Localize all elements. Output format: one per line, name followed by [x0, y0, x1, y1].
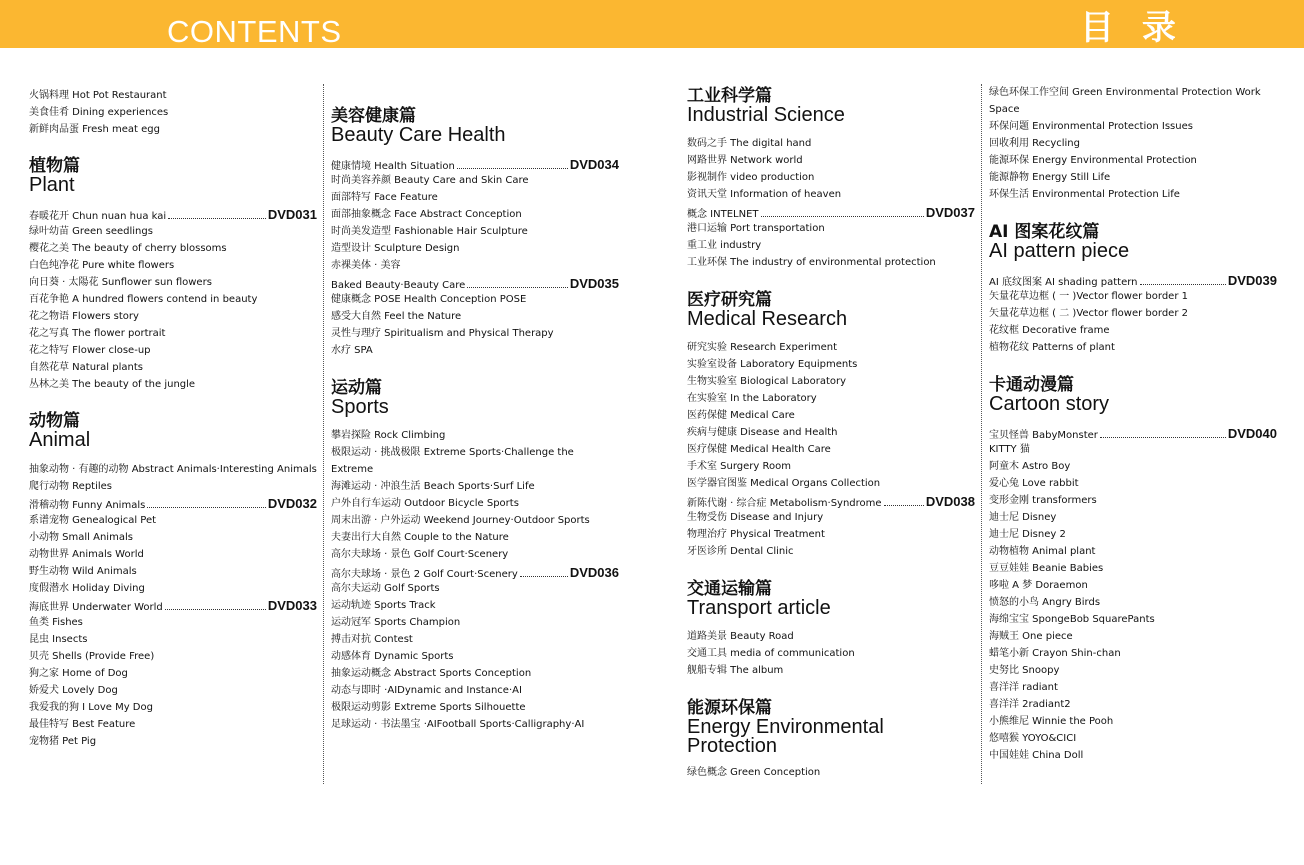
section-title-en: Energy Environmental: [687, 716, 884, 738]
section-title-cn: 卡通动漫篇: [989, 375, 1074, 395]
list-item[interactable]: 时尚美发造型 Fashionable Hair Sculpture: [331, 226, 528, 237]
list-item[interactable]: 新鲜肉品蛋 Fresh meat egg: [29, 124, 160, 135]
section-title-en: Cartoon story: [989, 393, 1110, 415]
list-item[interactable]: 造型设计 Sculpture Design: [331, 243, 460, 254]
section-ai-pattern: [989, 223, 1277, 261]
list-item[interactable]: 宠物猪 Pet Pig: [29, 736, 97, 747]
list-item[interactable]: 极限运动剪影 Extreme Sports Silhouette: [331, 702, 526, 713]
section-title-en: Animal: [29, 429, 91, 451]
list-item[interactable]: 夫妻出行大自然 Couple to the Nature: [331, 532, 509, 543]
list-item[interactable]: 火锅料理 Hot Pot Restaurant: [29, 90, 167, 101]
list-item[interactable]: 攀岩探险 Rock Climbing: [331, 430, 446, 441]
list-item[interactable]: 野生动物 Wild Animals: [29, 566, 137, 577]
list-item[interactable]: 最佳特写 Best Feature: [29, 719, 136, 730]
list-item[interactable]: 道路美景 Beauty Road: [687, 631, 794, 642]
list-item[interactable]: 变形金刚 transformers: [989, 495, 1097, 506]
section-plant: [29, 157, 317, 195]
list-item[interactable]: 自然花草 Natural plants: [29, 362, 143, 373]
section-sports: [331, 379, 619, 417]
dvd-code: DVD034: [569, 157, 619, 172]
list-item[interactable]: 周末出游 · 户外运动 Weekend Journey·Outdoor Sports: [331, 515, 590, 526]
list-item[interactable]: 运动轨迹 Sports Track: [331, 600, 436, 611]
list-item[interactable]: 矢量花草边框 ( 一 )Vector flower border 1: [989, 291, 1188, 302]
list-item[interactable]: 阿童木 Astro Boy: [989, 461, 1071, 472]
section-title-en: Sports: [331, 396, 389, 418]
list-item[interactable]: 樱花之美 The beauty of cherry blossoms: [29, 243, 227, 254]
list-item[interactable]: 时尚美容养颜 Beauty Care and Skin Care: [331, 175, 529, 186]
dot-leader: [147, 507, 266, 508]
list-item[interactable]: KITTY 猫: [989, 444, 1030, 455]
section-title-en: Plant: [29, 174, 75, 196]
list-item[interactable]: 小动物 Small Animals: [29, 532, 133, 543]
dvd-label: AI 底纹图案 AI shading pattern: [989, 277, 1138, 288]
dvd-label: Baked Beauty·Beauty Care: [331, 280, 466, 291]
list-item[interactable]: 花之物语 Flowers story: [29, 311, 139, 322]
list-item[interactable]: 研究实验 Research Experiment: [687, 342, 838, 353]
dvd-code: DVD033: [267, 598, 317, 613]
section-energy: [687, 699, 975, 756]
dvd-code: DVD032: [267, 496, 317, 511]
list-item[interactable]: 悠嘻猴 YOYO&CICI: [989, 733, 1077, 744]
section-title-cn: 医疗研究篇: [687, 290, 772, 310]
list-item[interactable]: 花之写真 The flower portrait: [29, 328, 166, 339]
list-item[interactable]: 面部抽象概念 Face Abstract Conception: [331, 209, 522, 220]
dot-leader: [520, 576, 568, 577]
dot-leader: [168, 218, 266, 219]
list-item[interactable]: 疾病与健康 Disease and Health: [687, 427, 838, 438]
dvd-code: DVD036: [569, 565, 619, 580]
dot-leader: [1100, 437, 1226, 438]
list-item[interactable]: 医疗保健 Medical Health Care: [687, 444, 831, 455]
list-item[interactable]: 赤裸美体 · 美容: [331, 260, 401, 271]
list-item[interactable]: 面部特写 Face Feature: [331, 192, 438, 203]
list-item[interactable]: 鱼类 Fishes: [29, 617, 83, 628]
list-item[interactable]: 狗之家 Home of Dog: [29, 668, 128, 679]
list-item[interactable]: 爱心兔 Love rabbit: [989, 478, 1079, 489]
section-title-en: Protection: [687, 735, 778, 757]
section-medical: [687, 291, 975, 329]
list-item[interactable]: 环保生活 Environmental Protection Life: [989, 189, 1180, 200]
section-title-cn: 植物篇: [29, 156, 80, 176]
list-item[interactable]: 绿叶幼苗 Green seedlings: [29, 226, 153, 237]
list-item[interactable]: 工业环保 The industry of environmental protection: [687, 257, 936, 268]
list-item[interactable]: 在实验室 In the Laboratory: [687, 393, 817, 404]
list-item[interactable]: 昆虫 Insects: [29, 634, 88, 645]
list-item[interactable]: 娇爱犬 Lovely Dog: [29, 685, 118, 696]
section-animal: [29, 412, 317, 450]
list-item[interactable]: 迪士尼 Disney 2: [989, 529, 1066, 540]
list-item[interactable]: 生物受伤 Disease and Injury: [687, 512, 824, 523]
list-item[interactable]: 户外自行车运动 Outdoor Bicycle Sports: [331, 498, 519, 509]
list-item[interactable]: 爬行动物 Reptiles: [29, 481, 113, 492]
list-item[interactable]: 高尔夫球场 · 景色 Golf Court·Scenery: [331, 549, 509, 560]
section-transport: [687, 580, 975, 618]
list-item[interactable]: 贝壳 Shells (Provide Free): [29, 651, 155, 662]
section-title-cn: 运动篇: [331, 378, 382, 398]
section-title-cn: AI 图案花纹篇: [989, 222, 1100, 242]
list-item[interactable]: 绿色概念 Green Conception: [687, 767, 821, 778]
list-item[interactable]: 灵性与理疗 Spiritualism and Physical Therapy: [331, 328, 554, 339]
list-item[interactable]: 抽象运动概念 Abstract Sports Conception: [331, 668, 532, 679]
list-item[interactable]: 白色纯净花 Pure white flowers: [29, 260, 175, 271]
list-item[interactable]: 感受大自然 Feel the Nature: [331, 311, 462, 322]
list-item[interactable]: 交通工具 media of communication: [687, 648, 855, 659]
dvd-label: 滑稽动物 Funny Animals: [29, 500, 146, 511]
dvd-code: DVD031: [267, 207, 317, 222]
list-item[interactable]: 重工业 industry: [687, 240, 762, 251]
list-item[interactable]: 影视制作 video production: [687, 172, 815, 183]
list-item[interactable]: 植物花纹 Patterns of plant: [989, 342, 1115, 353]
list-item[interactable]: 度假潜水 Holiday Diving: [29, 583, 145, 594]
list-item[interactable]: 生物实验室 Biological Laboratory: [687, 376, 847, 387]
list-item[interactable]: 迪士尼 Disney: [989, 512, 1057, 523]
list-item[interactable]: 愤怒的小鸟 Angry Birds: [989, 597, 1101, 608]
list-item[interactable]: 史努比 Snoopy: [989, 665, 1060, 676]
list-item[interactable]: 实验室设备 Laboratory Equipments: [687, 359, 858, 370]
section-title-en: Medical Research: [687, 308, 848, 330]
list-item[interactable]: 水疗 SPA: [331, 345, 373, 356]
list-item[interactable]: 海绵宝宝 SpongeBob SquarePants: [989, 614, 1155, 625]
section-title-cn: 工业科学篇: [687, 86, 772, 106]
list-item[interactable]: 手术室 Surgery Room: [687, 461, 791, 472]
dvd-label: 宝贝怪兽 BabyMonster: [989, 430, 1098, 441]
list-item[interactable]: 动感体育 Dynamic Sports: [331, 651, 454, 662]
section-title-cn: 能源环保篇: [687, 698, 772, 718]
section-title-en: Beauty Care Health: [331, 124, 506, 146]
list-item[interactable]: 蜡笔小新 Crayon Shin-chan: [989, 648, 1121, 659]
header-bar: [0, 0, 1304, 48]
dvd-label: 高尔夫球场 · 景色 2 Golf Court·Scenery: [331, 569, 518, 580]
section-title-en: AI pattern piece: [989, 240, 1130, 262]
list-item[interactable]: 搏击对抗 Contest: [331, 634, 413, 645]
list-item[interactable]: 动物植物 Animal plant: [989, 546, 1096, 557]
list-item[interactable]: 动态与即时 ·AIDynamic and Instance·AI: [331, 685, 522, 696]
list-item[interactable]: 丛林之美 The beauty of the jungle: [29, 379, 196, 390]
list-item[interactable]: 能源静物 Energy Still Life: [989, 172, 1111, 183]
list-item[interactable]: 资讯天堂 Information of heaven: [687, 189, 842, 200]
contents-title: CONTENTS: [167, 14, 342, 49]
dvd-label: 春暖花开 Chun nuan hua kai: [29, 211, 167, 222]
list-item[interactable]: 我爱我的狗 I Love My Dog: [29, 702, 153, 713]
list-item[interactable]: 抽象动物 · 有趣的动物 Abstract Animals·Interesting Animals: [29, 464, 317, 475]
contents-title-cn: 目 录: [1080, 8, 1184, 48]
dvd-code: DVD035: [569, 276, 619, 291]
dot-leader: [165, 609, 266, 610]
list-item[interactable]: 动物世界 Animals World: [29, 549, 144, 560]
list-item[interactable]: 牙医诊所 Dental Clinic: [687, 546, 794, 557]
dvd-code: DVD038: [925, 494, 975, 509]
list-item[interactable]: 豆豆娃娃 Beanie Babies: [989, 563, 1104, 574]
list-item[interactable]: 系谱宠物 Genealogical Pet: [29, 515, 157, 526]
list-item[interactable]: 美食佳肴 Dining experiences: [29, 107, 169, 118]
dot-leader: [1140, 284, 1226, 285]
list-item[interactable]: 数码之手 The digital hand: [687, 138, 812, 149]
list-item[interactable]: 矢量花草边框 ( 二 )Vector flower border 2: [989, 308, 1188, 319]
dvd-code: DVD039: [1227, 273, 1277, 288]
list-item[interactable]: 物理治疗 Physical Treatment: [687, 529, 825, 540]
list-item[interactable]: 哆啦 A 梦 Doraemon: [989, 580, 1088, 591]
column-divider: [323, 84, 324, 784]
dot-leader: [457, 168, 568, 169]
section-title-en: Industrial Science: [687, 104, 845, 126]
list-item[interactable]: 环保问题 Environmental Protection Issues: [989, 121, 1193, 132]
section-cartoon: [989, 376, 1277, 414]
section-title-cn: 美容健康篇: [331, 106, 416, 126]
list-item[interactable]: 能源环保 Energy Environmental Protection: [989, 155, 1197, 166]
list-item[interactable]: 医药保健 Medical Care: [687, 410, 795, 421]
list-item[interactable]: 回收利用 Recycling: [989, 138, 1080, 149]
list-item[interactable]: 百花争艳 A hundred flowers contend in beauty: [29, 294, 258, 305]
section-industrial: [687, 87, 975, 125]
dot-leader: [761, 216, 924, 217]
list-item[interactable]: 舰船专辑 The album: [687, 665, 784, 676]
list-item[interactable]: 中国娃娃 China Doll: [989, 750, 1084, 761]
dvd-code: DVD037: [925, 205, 975, 220]
list-item[interactable]: 花之特写 Flower close-up: [29, 345, 151, 356]
list-item[interactable]: 足球运动 · 书法墨宝 ·AIFootball Sports·Calligraphy·AI: [331, 719, 585, 730]
section-title-cn: 动物篇: [29, 411, 80, 431]
list-item[interactable]: 极限运动 · 挑战极限 Extreme Sports·Challenge the Extreme: [331, 447, 574, 475]
column-divider: [981, 84, 982, 784]
dot-leader: [884, 505, 924, 506]
list-item[interactable]: 海贼王 One piece: [989, 631, 1073, 642]
list-item[interactable]: 喜洋洋 2radiant2: [989, 699, 1071, 710]
list-item[interactable]: 海滩运动 · 冲浪生活 Beach Sports·Surf Life: [331, 481, 535, 492]
dot-leader: [467, 287, 568, 288]
list-item[interactable]: 运动冠军 Sports Champion: [331, 617, 461, 628]
section-title-cn: 交通运输篇: [687, 579, 772, 599]
dvd-label: 健康情境 Health Situation: [331, 161, 455, 172]
list-item[interactable]: 网路世界 Network world: [687, 155, 803, 166]
list-item[interactable]: 高尔夫运动 Golf Sports: [331, 583, 440, 594]
section-title-en: Transport article: [687, 597, 831, 619]
list-item[interactable]: 健康概念 POSE Health Conception POSE: [331, 294, 527, 305]
dvd-label: 海底世界 Underwater World: [29, 602, 163, 613]
list-item[interactable]: 喜洋洋 radiant: [989, 682, 1058, 693]
list-item[interactable]: 向日葵 · 太陽花 Sunflower sun flowers: [29, 277, 212, 288]
list-item[interactable]: 港口运输 Port transportation: [687, 223, 825, 234]
list-item[interactable]: 绿色环保工作空间 Green Environmental Protection Work Space: [989, 87, 1261, 115]
section-beauty: [331, 107, 619, 145]
list-item[interactable]: 医学器官图鉴 Medical Organs Collection: [687, 478, 881, 489]
dvd-label: 概念 INTELNET: [687, 209, 759, 220]
list-item[interactable]: 小熊维尼 Winnie the Pooh: [989, 716, 1114, 727]
dvd-label: 新陈代谢 · 综合症 Metabolism·Syndrome: [687, 498, 882, 509]
list-item[interactable]: 花纹框 Decorative frame: [989, 325, 1110, 336]
dvd-code: DVD040: [1227, 426, 1277, 441]
